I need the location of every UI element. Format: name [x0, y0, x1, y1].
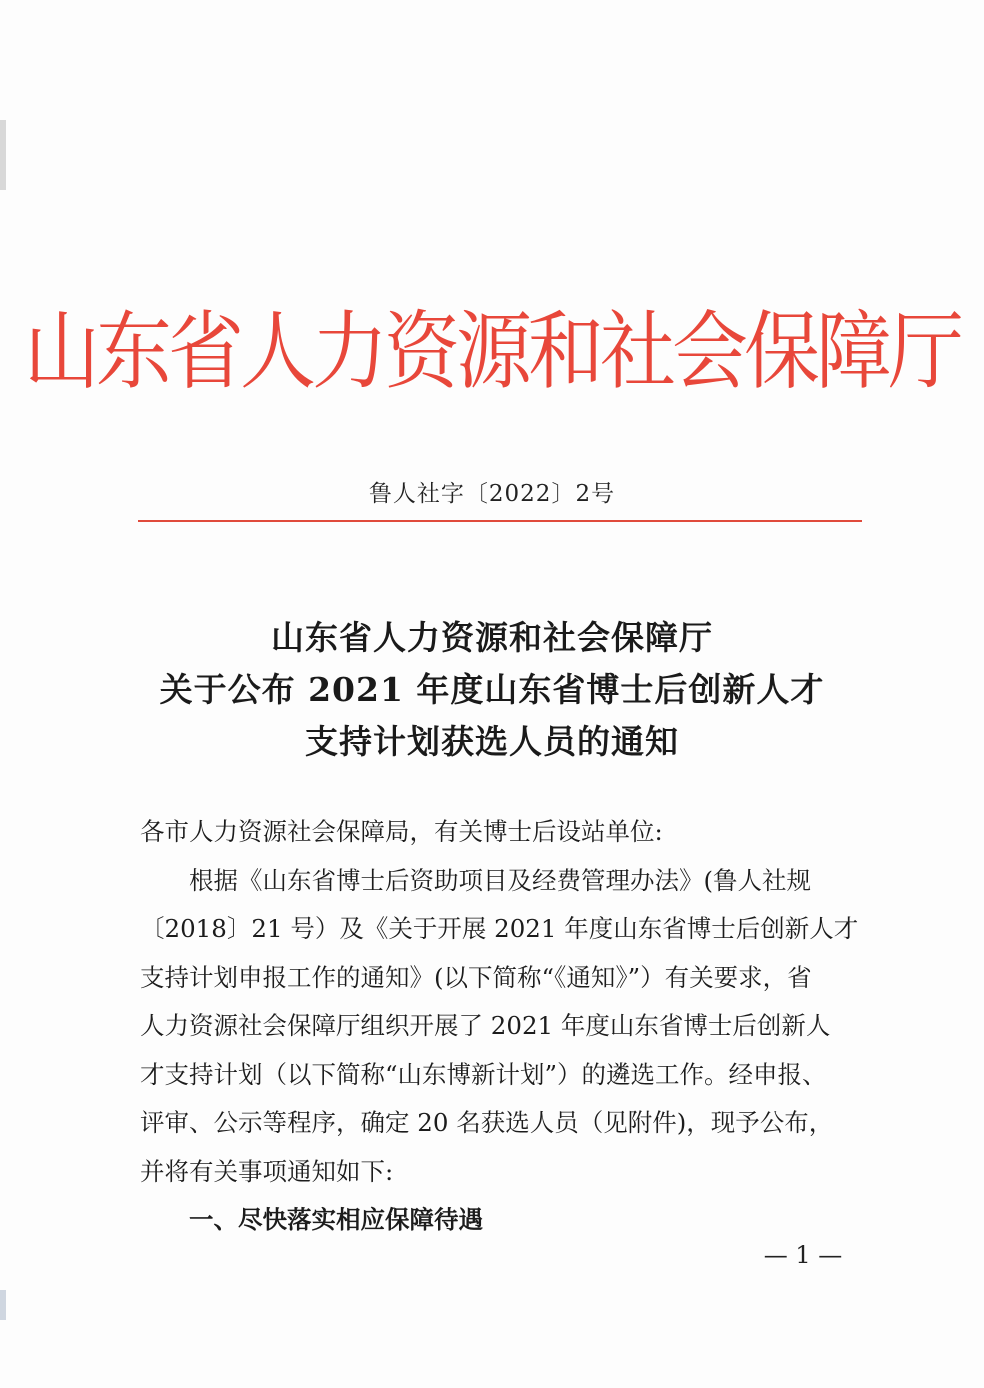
notice-title-line: 山东省人力资源和社会保障厅 — [271, 618, 713, 657]
section-heading: 一、尽快落实相应保障待遇 — [189, 1205, 483, 1234]
notice-title-line: 支持计划获选人员的通知 — [305, 722, 679, 761]
red-divider-rule — [138, 520, 862, 522]
document-number: 鲁人社字〔2022〕2号 — [368, 481, 616, 507]
paragraph-line: 并将有关事项通知如下: — [140, 1156, 394, 1186]
salutation: 各市人力资源社会保障局，有关博士后设站单位: — [140, 817, 663, 846]
paragraph-line: 支持计划申报工作的通知》(以下简称“《通知》”）有关要求，省 — [140, 962, 812, 992]
notice-title — [0, 612, 984, 768]
scan-edge-mark — [0, 1290, 6, 1320]
notice-body — [140, 808, 860, 1245]
page-number: — 1 — — [763, 1241, 843, 1269]
agency-header-title: 山东省人力资源和社会保障厅 — [24, 301, 960, 402]
paragraph-line: 才支持计划（以下简称“山东博新计划”）的遴选工作。经申报、 — [140, 1059, 827, 1089]
paragraph-line: 评审、公示等程序，确定 20 名获选人员（见附件)，现予公布， — [140, 1108, 834, 1137]
notice-title-line: 关于公布 2021 年度山东省博士后创新人才 — [159, 670, 825, 709]
paragraph-line: 人力资源社会保障厅组织开展了 2021 年度山东省博士后创新人 — [140, 1011, 831, 1040]
paragraph-line: 根据《山东省博士后资助项目及经费管理办法》(鲁人社规 — [189, 865, 812, 895]
paragraph-line: 〔2018〕21 号）及《关于开展 2021 年度山东省博士后创新人才 — [140, 914, 859, 943]
scan-edge-mark — [0, 120, 6, 190]
